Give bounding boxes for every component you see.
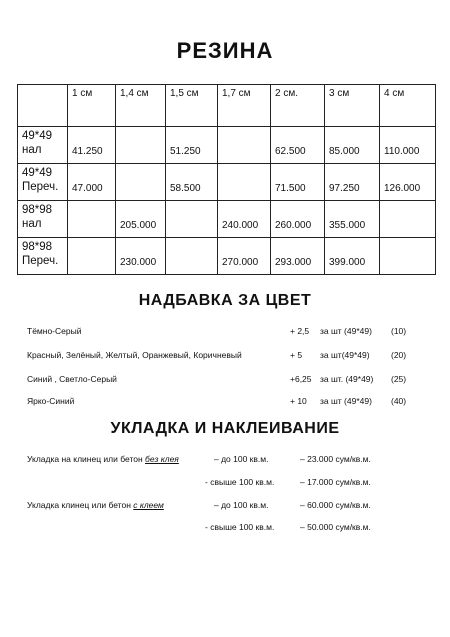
laying-section-heading: УКЛАДКА И НАКЛЕИВАНИЕ xyxy=(110,420,340,437)
table-row xyxy=(18,201,436,238)
table-cell: 110.000 xyxy=(380,127,436,164)
table-cell: 51.250 xyxy=(166,127,218,164)
column-header: 2 см. xyxy=(271,85,325,127)
color-item-level: (25) xyxy=(391,374,407,384)
color-item-label: Ярко-Синий xyxy=(27,396,75,406)
row-header: 49*49 Переч. xyxy=(18,164,68,201)
table-cell: 71.500 xyxy=(271,164,325,201)
color-item-plus: + 10 xyxy=(290,396,307,406)
column-header: 4 см xyxy=(380,85,436,127)
table-cell: 240.000 xyxy=(218,201,271,238)
page-title: РЕЗИНА xyxy=(176,38,274,63)
table-cell: 41.250 xyxy=(68,127,116,164)
row-header: 98*98 нал xyxy=(18,201,68,238)
laying-price: – 60.000 сум/кв.м. xyxy=(300,500,371,510)
table-cell xyxy=(68,201,116,238)
table-cell xyxy=(166,238,218,275)
color-item-level: (40) xyxy=(391,396,407,406)
laying-price: – 17.000 сум/кв.м. xyxy=(300,477,371,487)
table-cell xyxy=(218,164,271,201)
table-cell: 62.500 xyxy=(271,127,325,164)
color-item-label: Синий , Светло-Серый xyxy=(27,374,117,384)
table-cell: 230.000 xyxy=(116,238,166,275)
color-item-per: за шт (49*49) xyxy=(320,326,372,336)
table-cell xyxy=(380,201,436,238)
table-cell: 293.000 xyxy=(271,238,325,275)
table-cell xyxy=(380,238,436,275)
row-header: 98*98 Переч. xyxy=(18,238,68,275)
laying-range: - свыше 100 кв.м. xyxy=(205,477,275,487)
laying-label: Укладка клинец или бетон xyxy=(27,500,134,510)
color-item-level: (20) xyxy=(391,350,407,360)
laying-price: – 50.000 сум/кв.м. xyxy=(300,522,371,532)
table-cell xyxy=(116,127,166,164)
color-item-level: (10) xyxy=(391,326,407,336)
color-item-plus: +6,25 xyxy=(290,374,312,384)
table-cell: 97.250 xyxy=(325,164,380,201)
laying-emphasis: с клеем xyxy=(133,500,164,510)
laying-row xyxy=(27,500,164,510)
color-item-per: за шт. (49*49) xyxy=(320,374,374,384)
column-header: 3 см xyxy=(325,85,380,127)
table-cell: 85.000 xyxy=(325,127,380,164)
column-header: 1 см xyxy=(68,85,116,127)
color-item-label: Красный, Зелёный, Желтый, Оранжевый, Коричневый xyxy=(27,350,242,360)
laying-row xyxy=(27,454,179,464)
table-cell xyxy=(218,127,271,164)
price-table xyxy=(17,84,436,275)
color-item-plus: + 2,5 xyxy=(290,326,310,336)
table-header-row xyxy=(18,85,436,127)
color-item-label: Тёмно-Серый xyxy=(27,326,82,336)
table-cell xyxy=(116,164,166,201)
laying-range: – до 100 кв.м. xyxy=(214,454,269,464)
laying-range: – до 100 кв.м. xyxy=(214,500,269,510)
laying-label: Укладка на клинец или бетон xyxy=(27,454,146,464)
table-cell: 270.000 xyxy=(218,238,271,275)
table-cell xyxy=(166,201,218,238)
laying-emphasis: без клея xyxy=(145,454,179,464)
table-row xyxy=(18,238,436,275)
table-cell: 355.000 xyxy=(325,201,380,238)
column-header: 1,4 см xyxy=(116,85,166,127)
column-header: 1,5 см xyxy=(166,85,218,127)
laying-range: - свыше 100 кв.м. xyxy=(205,522,275,532)
table-row xyxy=(18,164,436,201)
table-corner-cell xyxy=(18,85,68,127)
color-section-heading: НАДБАВКА ЗА ЦВЕТ xyxy=(138,292,312,309)
table-cell: 126.000 xyxy=(380,164,436,201)
table-cell: 260.000 xyxy=(271,201,325,238)
laying-price: – 23.000 сум/кв.м. xyxy=(300,454,371,464)
table-cell xyxy=(68,238,116,275)
row-header: 49*49 нал xyxy=(18,127,68,164)
column-header: 1,7 см xyxy=(218,85,271,127)
table-cell: 205.000 xyxy=(116,201,166,238)
table-cell: 399.000 xyxy=(325,238,380,275)
table-cell: 47.000 xyxy=(68,164,116,201)
color-item-per: за шт (49*49) xyxy=(320,396,372,406)
color-item-per: за шт(49*49) xyxy=(320,350,370,360)
table-row xyxy=(18,127,436,164)
table-cell: 58.500 xyxy=(166,164,218,201)
color-item-plus: + 5 xyxy=(290,350,303,360)
